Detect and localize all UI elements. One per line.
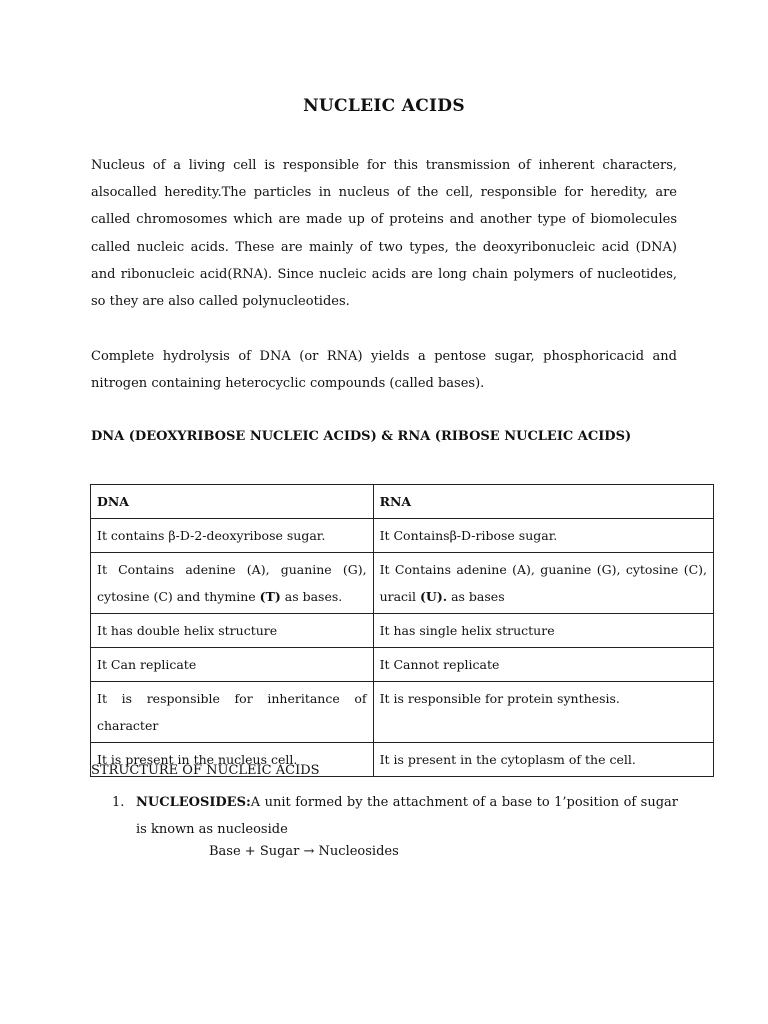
table-cell: It has single helix structure [373, 614, 713, 648]
section-heading: DNA (DEOXYRIBOSE NUCLEIC ACIDS) & RNA (RIBOSE NUCLEIC ACIDS) [91, 429, 632, 444]
table-cell [373, 553, 713, 614]
numbered-list [112, 789, 678, 843]
list-number: 1. [112, 795, 125, 810]
nucleoside-equation: Base + Sugar → Nucleosides [209, 844, 399, 859]
uracil-symbol: (U). [420, 589, 448, 604]
header-dna: DNA [91, 485, 374, 519]
cell-text: It Contains adenine (A), guanine (G), cytosine (C) and thymine [97, 562, 367, 604]
list-text: A unit formed by the attachment of a base to 1’position of sugar is known as nucleoside [136, 795, 678, 837]
list-term: NUCLEOSIDES: [136, 795, 251, 810]
cell-text-tail: as bases [447, 589, 505, 604]
table-cell: It is present in the nucleus cell. [91, 743, 374, 777]
table-cell: It Cannot replicate [373, 648, 713, 682]
thymine-symbol: (T) [259, 589, 281, 604]
list-item [136, 789, 678, 843]
table-row [91, 682, 714, 743]
cell-text: It Contains adenine (A), guanine (G), cytosine (C), uracil [379, 562, 707, 604]
table-row [91, 614, 714, 648]
table-cell: It is present in the cytoplasm of the cell. [373, 743, 713, 777]
structure-heading: STRUCTURE OF NUCLEIC ACIDS [91, 763, 320, 778]
intro-paragraph: Nucleus of a living cell is responsible for this transmission of inherent characters, alsocalled heredity.The particles in nucleus of the cell, responsible for heredity, are called chromosomes which are made up of proteins and another type of biomolecules called nucleic acids. These are mainly of two types, the deoxyribonucleic acid (DNA) and ribonucleic acid(RNA). Since nucleic acids are long chain polymers of nucleotides, so they are also called polynucleotides. [91, 158, 677, 310]
table-cell: It is responsible for inheritance of character [91, 682, 374, 743]
page-title: NUCLEIC ACIDS [303, 96, 465, 116]
table-row [91, 553, 714, 614]
table-cell: It contains β-D-2-deoxyribose sugar. [91, 519, 374, 553]
table-header-row [91, 485, 714, 519]
table-cell: It is responsible for protein synthesis. [373, 682, 713, 743]
cell-text-tail: as bases. [280, 589, 343, 604]
header-rna: RNA [373, 485, 713, 519]
table-cell [91, 553, 374, 614]
hydrolysis-paragraph: Complete hydrolysis of DNA (or RNA) yields a pentose sugar, phosphoricacid and nitrogen containing heterocyclic compounds (called bases). [91, 349, 677, 392]
table-cell: It Can replicate [91, 648, 374, 682]
table-row [91, 648, 714, 682]
table-cell: It Containsβ-D-ribose sugar. [373, 519, 713, 553]
dna-rna-comparison-table [90, 484, 714, 777]
table-row [91, 519, 714, 553]
table-cell: It has double helix structure [91, 614, 374, 648]
